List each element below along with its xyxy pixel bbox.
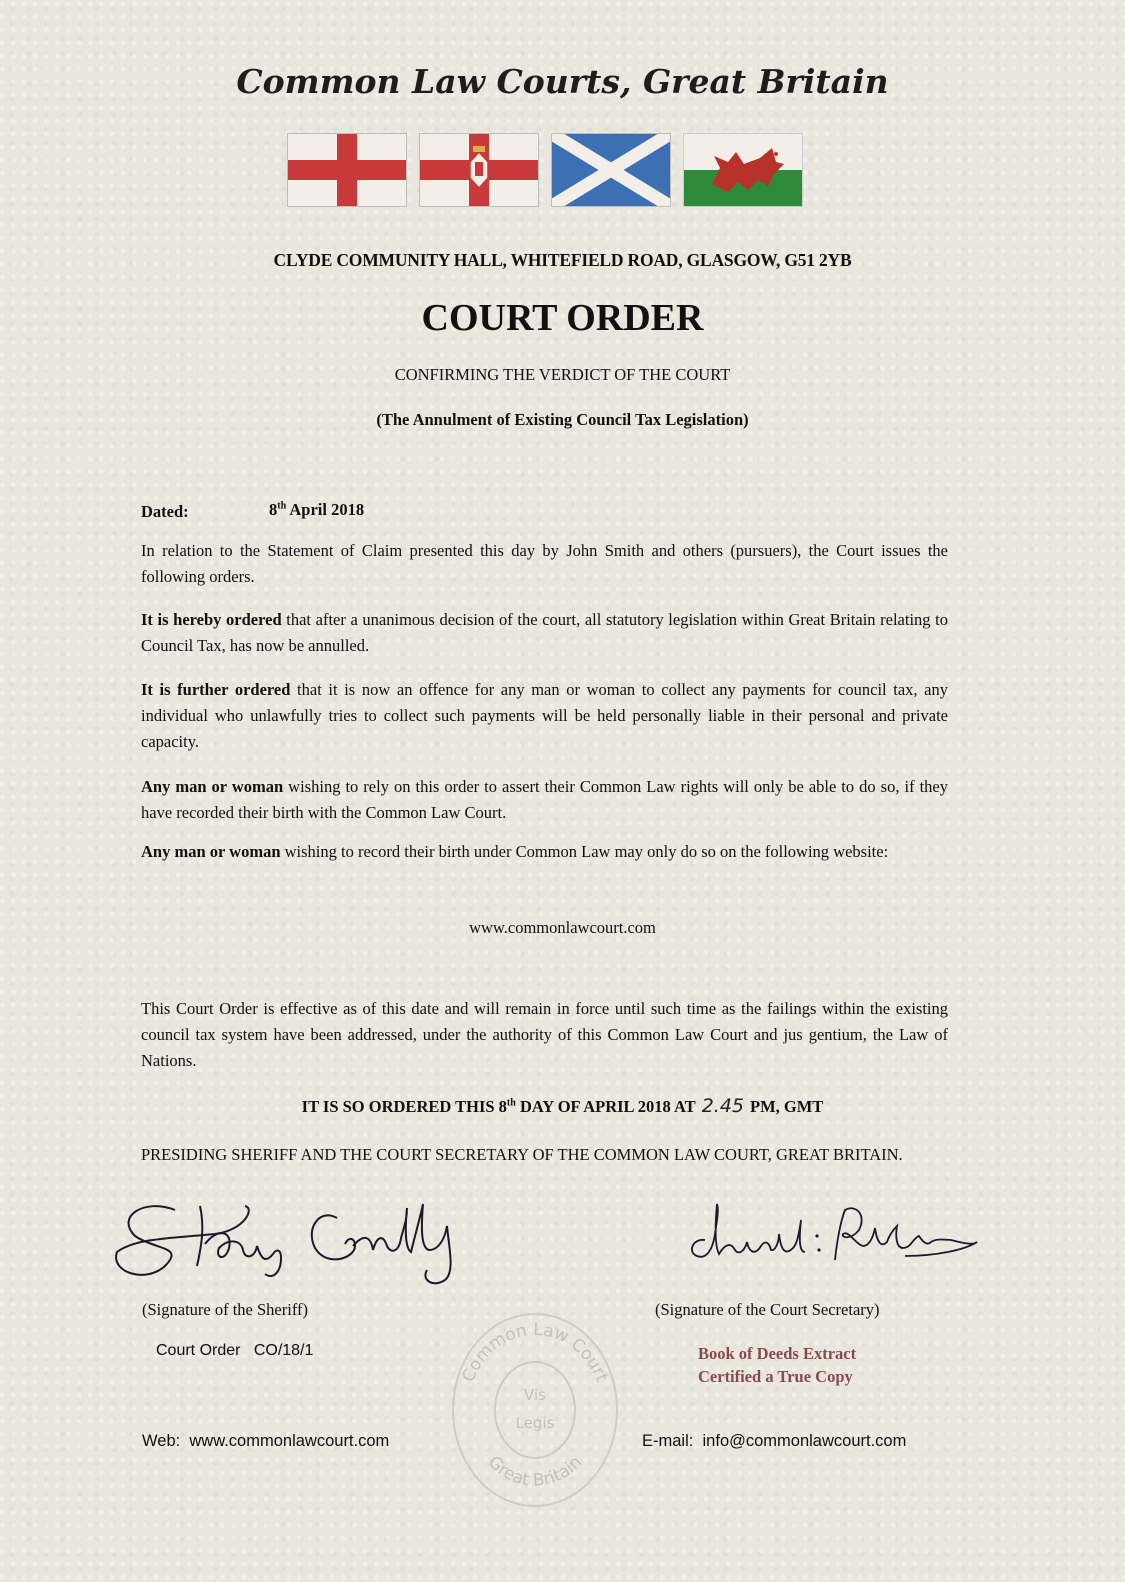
paragraph-bold-lead: Any man or woman [141, 842, 281, 861]
sheriff-signature [105, 1188, 485, 1298]
presiding-statement: PRESIDING SHERIFF AND THE COURT SECRETARY OF THE COMMON LAW COURT, GREAT BRITAIN. [141, 1145, 903, 1164]
dated-suffix: th [277, 500, 287, 512]
court-address: CLYDE COMMUNITY HALL, WHITEFIELD ROAD, GLASGOW, G51 2YB [273, 250, 852, 270]
secretary-signature [675, 1190, 980, 1280]
seal-top-text: Common Law Court [458, 1319, 612, 1385]
seal-center-bottom: Legis [515, 1414, 555, 1432]
dated-value [269, 500, 364, 520]
web-label: Web: [142, 1432, 181, 1450]
ordered-end: PM, GMT [750, 1097, 824, 1116]
scotland-flag-icon [551, 133, 671, 207]
book-of-deeds-stamp [698, 1342, 856, 1388]
footer-web [142, 1432, 389, 1451]
court-seal [450, 1310, 620, 1510]
handwritten-time: 2.45 [701, 1095, 744, 1117]
paragraph-hereby-ordered [141, 607, 948, 659]
dated-day: 8 [269, 500, 278, 519]
paragraph-record-birth [141, 839, 948, 865]
dated-label: Dated: [141, 502, 189, 521]
seal-bottom-text: Great Britain [483, 1452, 587, 1491]
certified-line: Certified a True Copy [698, 1367, 853, 1386]
ordered-line [0, 1095, 1125, 1117]
northern-ireland-flag-icon [419, 133, 539, 207]
court-order-label: Court Order [156, 1342, 241, 1359]
document-title: COURT ORDER [421, 297, 704, 339]
footer-email [642, 1432, 906, 1451]
paragraph-text: that it is now an offence for any man or woman to collect any payments for council tax, any individual who unlawfully tries to collect such payments will be held personally liable in their personal and private capacity. [141, 680, 948, 751]
paragraph-effective: This Court Order is effective as of this date and will remain in force until such time as the failings within the existing council tax system have been addressed, under the authority of this Common Law Court and jus gentium, the Law of Nations. [141, 999, 948, 1070]
email-link[interactable]: info@commonlawcourt.com [702, 1432, 907, 1450]
seal-center-top: Vis [524, 1386, 546, 1404]
paragraph-statement: In relation to the Statement of Claim presented this day by John Smith and others (pursuers), the Court issues the following orders. [141, 541, 948, 586]
web-link[interactable]: www.commonlawcourt.com [189, 1432, 390, 1450]
wales-flag-icon [683, 133, 803, 207]
paragraph-bold-lead: Any man or woman [141, 777, 284, 796]
email-label: E-mail: [642, 1432, 694, 1450]
document-subject: (The Annulment of Existing Council Tax Legislation) [376, 410, 749, 429]
paragraph-bold-lead: It is hereby ordered [141, 610, 282, 629]
ordered-middle: DAY OF APRIL 2018 AT [515, 1097, 696, 1116]
document-subtitle: CONFIRMING THE VERDICT OF THE COURT [394, 365, 731, 384]
paragraph-text: wishing to record their birth under Common Law may only do so on the following website: [280, 842, 889, 861]
book-of-deeds-line: Book of Deeds Extract [698, 1344, 857, 1363]
court-name-heading: Common Law Courts, Great Britain [236, 62, 889, 101]
sheriff-signature-label: (Signature of the Sheriff) [142, 1300, 309, 1319]
court-order-value: CO/18/1 [253, 1342, 314, 1359]
court-order-number [156, 1342, 313, 1360]
dated-month-year: April 2018 [289, 500, 365, 519]
website-link[interactable]: www.commonlawcourt.com [469, 918, 656, 937]
england-flag-icon [287, 133, 407, 207]
paragraph-text: that after a unanimous decision of the court, all statutory legislation within Great Britain relating to Council Tax, has now be annulled. [141, 610, 949, 655]
paragraph-text: wishing to rely on this order to assert their Common Law rights will only be able to do so, if they have recorded their birth with the Common Law Court. [141, 777, 948, 822]
paragraph-common-law-rights [141, 774, 948, 826]
ordered-prefix: IT IS SO ORDERED THIS 8 [301, 1097, 507, 1116]
secretary-signature-label: (Signature of the Court Secretary) [655, 1300, 880, 1319]
ordered-suffix: th [506, 1097, 516, 1109]
paragraph-bold-lead: It is further ordered [141, 680, 291, 699]
paragraph-further-ordered [141, 677, 948, 755]
